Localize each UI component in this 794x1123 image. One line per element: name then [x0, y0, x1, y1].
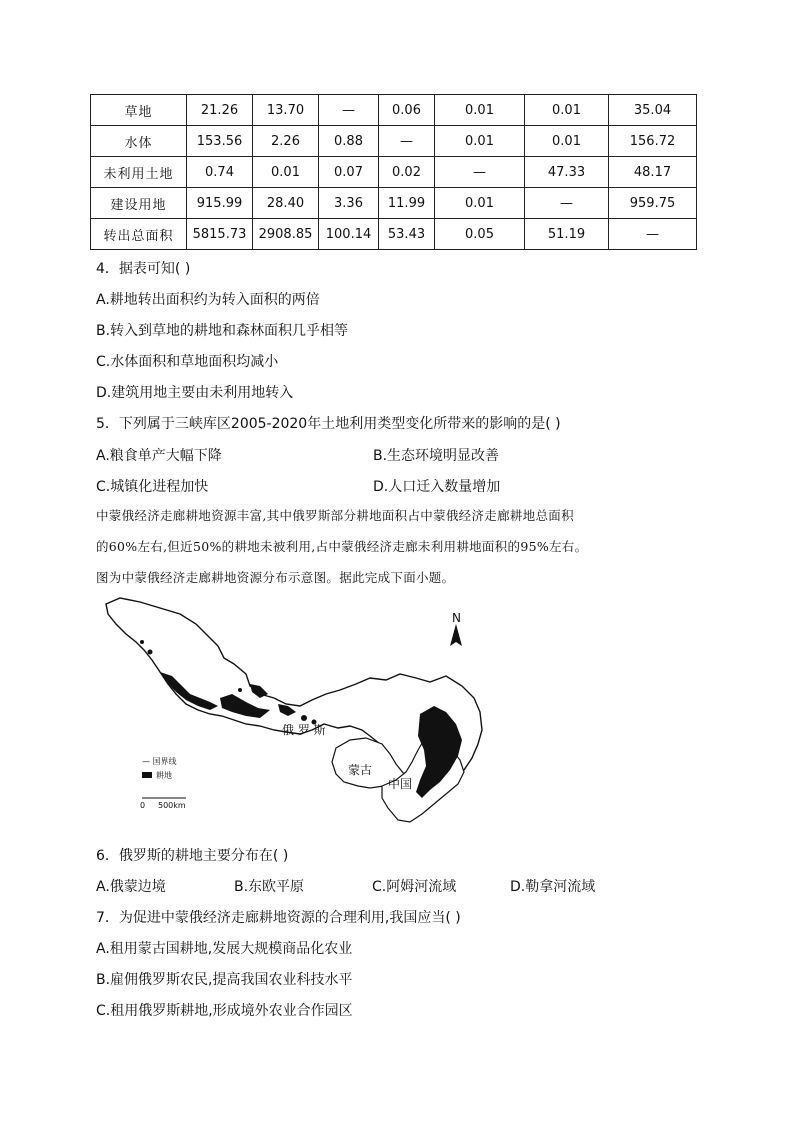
farmland-map: [100, 594, 500, 830]
table-cell: 100.14: [319, 219, 379, 250]
table-cell: 51.19: [525, 219, 609, 250]
table-row-label: 水体: [91, 126, 187, 157]
q5-option-c[interactable]: C.城镇化进程加快: [96, 479, 209, 495]
q6-stem: 6．俄罗斯的耕地主要分布在( ): [96, 848, 289, 864]
passage-line-1: 中蒙俄经济走廊耕地资源丰富,其中俄罗斯部分耕地面积占中蒙俄经济走廊耕地总面积: [96, 508, 574, 523]
land-use-table-wrap: [90, 94, 696, 250]
table-row: [91, 219, 697, 250]
q7-option-c[interactable]: C.租用俄罗斯耕地,形成境外农业合作园区: [96, 1003, 353, 1019]
table-cell: 0.01: [253, 157, 319, 188]
passage-line-3: 图为中蒙俄经济走廊耕地资源分布示意图。据此完成下面小题。: [96, 570, 455, 585]
table-cell: 0.01: [435, 126, 525, 157]
q4-option-a[interactable]: A.耕地转出面积约为转入面积的两倍: [96, 292, 320, 308]
table-row-label: 建设用地: [91, 188, 187, 219]
table-row: [91, 126, 697, 157]
table-cell: 13.70: [253, 95, 319, 126]
q5-option-a[interactable]: A.粮食单产大幅下降: [96, 448, 222, 464]
table-cell: 3.36: [319, 188, 379, 219]
table-cell: —: [435, 157, 525, 188]
q5-stem: 5．下列属于三峡库区2005-2020年土地利用类型变化所带来的影响的是( ): [96, 416, 561, 432]
table-cell: 153.56: [187, 126, 253, 157]
legend-border: — 国界线: [142, 757, 177, 766]
table-cell: 959.75: [609, 188, 697, 219]
map-legend: [140, 756, 186, 810]
q6-option-b[interactable]: B.东欧平原: [234, 879, 305, 895]
table-cell: 0.01: [435, 95, 525, 126]
table-cell: 47.33: [525, 157, 609, 188]
table-row-label: 未利用土地: [91, 157, 187, 188]
label-russia: 俄 罗 斯: [282, 723, 326, 737]
table-cell: —: [379, 126, 435, 157]
q4-option-d[interactable]: D.建筑用地主要由未利用地转入: [96, 385, 294, 401]
label-china: 中国: [388, 777, 413, 791]
table-cell: 0.88: [319, 126, 379, 157]
q4-option-b[interactable]: B.转入到草地的耕地和森林面积几乎相等: [96, 323, 349, 339]
q5-option-d[interactable]: D.人口迁入数量增加: [373, 479, 501, 495]
table-cell: 28.40: [253, 188, 319, 219]
scale-km: 500km: [158, 801, 186, 810]
land-use-table: [90, 94, 697, 250]
table-cell: 2908.85: [253, 219, 319, 250]
legend-farmland-swatch: [142, 772, 152, 778]
table-cell: 21.26: [187, 95, 253, 126]
table-cell: 0.01: [525, 126, 609, 157]
q6-option-a[interactable]: A.俄蒙边境: [96, 879, 166, 895]
q6-option-c[interactable]: C.阿姆河流域: [372, 879, 457, 895]
table-row-label: 草地: [91, 95, 187, 126]
q6-option-d[interactable]: D.勒拿河流域: [510, 879, 596, 895]
table-cell: 915.99: [187, 188, 253, 219]
table-cell: —: [319, 95, 379, 126]
q7-option-a[interactable]: A.租用蒙古国耕地,发展大规模商品化农业: [96, 941, 353, 957]
legend-farmland: 耕地: [156, 771, 172, 780]
table-cell: 5815.73: [187, 219, 253, 250]
table-cell: —: [609, 219, 697, 250]
table-cell: 156.72: [609, 126, 697, 157]
table-cell: 0.74: [187, 157, 253, 188]
passage-line-2: 的60%左右,但近50%的耕地未被利用,占中蒙俄经济走廊未利用耕地面积的95%左右。: [96, 539, 588, 554]
table-row: [91, 95, 697, 126]
table-cell: 0.02: [379, 157, 435, 188]
scale-zero: 0: [140, 801, 146, 810]
table-cell: 35.04: [609, 95, 697, 126]
label-mongolia: 蒙古: [348, 763, 373, 777]
table-row-label: 转出总面积: [91, 219, 187, 250]
q4-option-c[interactable]: C.水体面积和草地面积均减小: [96, 354, 279, 370]
q7-stem: 7．为促进中蒙俄经济走廊耕地资源的合理利用,我国应当( ): [96, 910, 461, 926]
table-cell: 0.01: [525, 95, 609, 126]
q5-option-b[interactable]: B.生态环境明显改善: [373, 448, 500, 464]
table-cell: 53.43: [379, 219, 435, 250]
table-cell: 11.99: [379, 188, 435, 219]
farmland-map-svg: [100, 594, 500, 830]
reading-passage: [96, 500, 706, 593]
north-label: N: [452, 611, 461, 625]
table-cell: —: [525, 188, 609, 219]
table-cell: 0.06: [379, 95, 435, 126]
table-cell: 2.26: [253, 126, 319, 157]
north-arrow-icon: [450, 611, 462, 646]
q7-option-b[interactable]: B.雇佣俄罗斯农民,提高我国农业科技水平: [96, 972, 353, 988]
table-cell: 0.01: [435, 188, 525, 219]
table-row: [91, 188, 697, 219]
table-cell: 48.17: [609, 157, 697, 188]
table-cell: 0.07: [319, 157, 379, 188]
q4-stem: 4．据表可知( ): [96, 261, 191, 277]
table-row: [91, 157, 697, 188]
table-cell: 0.05: [435, 219, 525, 250]
